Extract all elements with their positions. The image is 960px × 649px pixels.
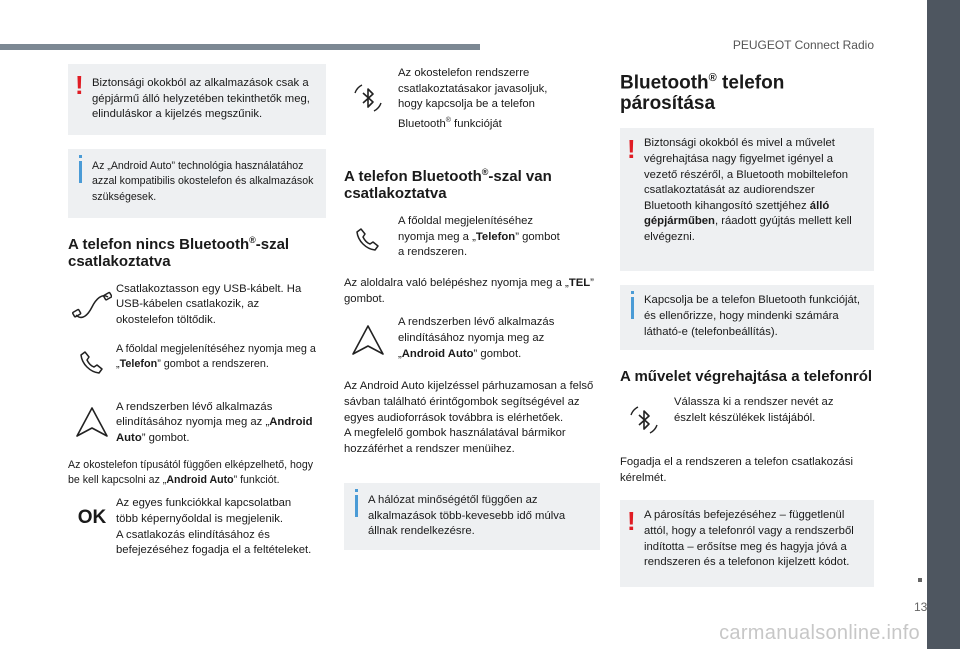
compat-paragraph: Az okostelefon típusától függően elképzelhető, hogy be kell kapcsolni az „Android Auto” funkciót. <box>68 459 314 487</box>
column-2 <box>344 64 600 564</box>
android-auto-icon <box>68 400 116 444</box>
info-text: A hálózat minőségétől függően az alkalmazások több-kevesebb idő múlva állnak rendelkezésre. <box>368 494 566 538</box>
accept-paragraph: Fogadja el a rendszeren a telefon csatlakozási kérelmét. <box>620 456 853 484</box>
warning-box <box>620 128 874 271</box>
section-heading: Bluetooth® telefon párosítása <box>620 72 785 115</box>
header-title: PEUGEOT Connect Radio <box>732 38 874 52</box>
ok-text: Az egyes funkciókkal kapcsolatban több képernyőoldal is megjelenik. A csatlakozás elindításához és befejezéséhez fogadja el a feltételeket. <box>116 497 312 557</box>
warning-text: Biztonsági okokból és mivel a művelet végrehajtása nagy figyelmet igényel a vezető részéről, a Bluetooth mobiltelefon csatlakoztatását az audiorendszer Bluetooth kihangosító szettjéhez álló gépjárműben, ráadott gyújtás mellett kell elvégezni. <box>644 137 852 243</box>
side-tab <box>927 0 960 649</box>
warning-exclamation-icon: ! <box>75 70 84 100</box>
continue-marker <box>918 578 922 582</box>
column-3 <box>620 64 874 601</box>
phone-text: A főoldal megjelenítéséhez nyomja meg a „Telefon” gombot a rendszeren. <box>116 342 316 371</box>
info-icon <box>79 161 82 183</box>
phone-handset-icon <box>344 214 392 264</box>
page-number: 13 <box>914 600 928 614</box>
warning-text: Biztonsági okokból az alkalmazások csak a gépjármű álló helyzetében tekinthetők meg, elinduláskor a kijelzés megszűnik. <box>92 77 310 121</box>
column-1 <box>68 64 326 559</box>
section-heading: A telefon Bluetooth®-szal van csatlakoztatva <box>344 167 552 203</box>
android-auto-text: A rendszerben lévő alkalmazás elindításához nyomja meg az „Android Auto” gombot. <box>398 316 555 360</box>
android-auto-icon <box>344 315 392 365</box>
bluetooth-icon <box>344 66 392 130</box>
warning-box <box>620 500 874 586</box>
warning-box <box>68 64 326 135</box>
usb-cable-icon <box>68 282 116 330</box>
android-auto-text: A rendszerben lévő alkalmazás elindításához nyomja meg az „Android Auto” gombot. <box>116 400 313 444</box>
bluetooth-tip-text: Az okostelefon rendszerre csatlakoztatásakor javasoljuk, hogy kapcsolja be a telefon Bluetooth® funkcióját <box>398 67 548 130</box>
tel-paragraph: Az aloldalra való belépéshez nyomja meg a „TEL” gombot. <box>344 277 594 305</box>
warning-exclamation-icon: ! <box>627 134 636 165</box>
bluetooth-step <box>620 395 874 445</box>
warning-text: A párosítás befejezéséhez – függetlenül attól, hogy a telefonról vagy a rendszerből indította – erősítse meg és hagyja jóvá a rendszeren és a telefonon kijelzett kódot. <box>644 509 854 569</box>
phone-text: A főoldal megjelenítéséhez nyomja meg a „Telefon” gombot a rendszeren. <box>398 215 560 259</box>
android-auto-step <box>344 315 600 365</box>
android-auto-step <box>68 400 326 447</box>
info-box <box>620 285 874 350</box>
phone-step <box>68 342 326 382</box>
section-heading: A telefon nincs Bluetooth®-szal csatlakoztatva <box>68 234 290 270</box>
info-box <box>344 483 600 550</box>
phone-step <box>344 214 600 264</box>
info-icon <box>631 297 634 319</box>
audio-paragraph: Az Android Auto kijelzéssel párhuzamosan a felső sávban található érintőgombok segítségével az egyes audioforrások továbbra is elérhetőek. A megfelelő gombok használatával bármikor hozzáférhet a rendszer menüihez. <box>344 380 594 455</box>
info-icon <box>355 495 358 517</box>
info-box <box>68 149 326 218</box>
info-text: Kapcsolja be a telefon Bluetooth funkcióját, és ellenőrizze, hogy mindenki számára látható-e (telefonbeállítás). <box>644 294 861 338</box>
usb-step <box>68 282 326 330</box>
watermark: carmanualsonline.info <box>719 622 920 644</box>
phone-handset-icon <box>68 342 116 382</box>
top-rule <box>0 44 480 50</box>
bluetooth-icon <box>620 395 668 445</box>
ok-step <box>68 496 326 558</box>
info-text: Az „Android Auto” technológia használatához azzal kompatibilis okostelefon és alkalmazások szükségesek. <box>92 159 314 203</box>
section-heading: A művelet végrehajtása a telefonról <box>620 368 873 386</box>
warning-exclamation-icon: ! <box>627 506 636 537</box>
usb-text: Csatlakoztasson egy USB-kábelt. Ha USB-kábelen csatlakozik, az okostelefon töltődik. <box>116 282 302 326</box>
bluetooth-step-text: Válassza ki a rendszer nevét az észlelt készülékek listájából. <box>674 396 834 424</box>
ok-icon: OK <box>77 507 107 529</box>
bluetooth-tip <box>344 66 600 132</box>
